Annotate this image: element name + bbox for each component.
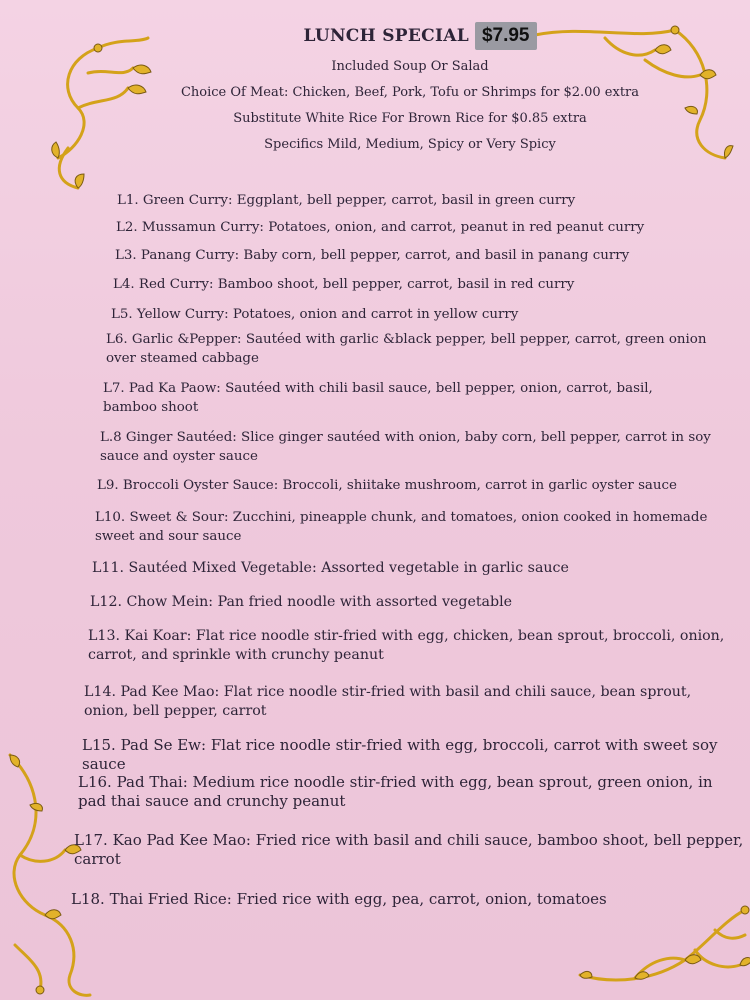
title-row <box>90 22 750 50</box>
header-line-rice: Substitute White Rice For Brown Rice for $0.85 extra <box>233 111 587 126</box>
menu-item-l16: L16. Pad Thai: Medium rice noodle stir-fried with egg, bean sprout, green onion, in pad thai sauce and crunchy peanut <box>78 773 713 810</box>
menu-item-l12: L12. Chow Mein: Pan fried noodle with assorted vegetable <box>90 594 513 610</box>
menu-item-l15: L15. Pad Se Ew: Flat rice noodle stir-fried with egg, broccoli, carrot with sweet soy sauce <box>82 736 718 773</box>
menu-item-l11: L11. Sautéed Mixed Vegetable: Assorted vegetable in garlic sauce <box>92 560 569 576</box>
menu-header <box>0 22 750 158</box>
price-badge: $7.95 <box>475 22 537 50</box>
menu-item-l3: L3. Panang Curry: Baby corn, bell pepper, carrot, and basil in panang curry <box>115 248 630 263</box>
menu-item-l13: L13. Kai Koar: Flat rice noodle stir-fried with egg, chicken, bean sprout, broccoli, onion, carrot, and sprinkle with crunchy peanut <box>88 628 725 663</box>
menu-item-l5: L5. Yellow Curry: Potatoes, onion and carrot in yellow curry <box>111 307 519 322</box>
menu-item-l1: L1. Green Curry: Eggplant, bell pepper, carrot, basil in green curry <box>117 193 576 208</box>
menu-item-l10: L10. Sweet & Sour: Zucchini, pineapple chunk, and tomatoes, onion cooked in homemade sweet and sour sauce <box>95 510 708 544</box>
menu-item-l14: L14. Pad Kee Mao: Flat rice noodle stir-fried with basil and chili sauce, bean sprout, onion, bell pepper, carrot <box>84 684 692 719</box>
menu-item-l18: L18. Thai Fried Rice: Fried rice with egg, pea, carrot, onion, tomatoes <box>71 890 607 908</box>
header-line-spice: Specifics Mild, Medium, Spicy or Very Spicy <box>264 137 556 152</box>
menu-item-l2: L2. Mussamun Curry: Potatoes, onion, and carrot, peanut in red peanut curry <box>116 220 645 235</box>
lunch-special-title: LUNCH SPECIAL <box>303 26 469 46</box>
menu-item-l6: L6. Garlic &Pepper: Sautéed with garlic &black pepper, bell pepper, carrot, green onion over steamed cabbage <box>106 332 707 366</box>
menu-item-l4: L4. Red Curry: Bamboo shoot, bell pepper, carrot, basil in red curry <box>113 277 575 292</box>
menu-item-l7: L7. Pad Ka Paow: Sautéed with chili basil sauce, bell pepper, onion, carrot, basil, bamboo shoot <box>103 381 653 415</box>
menu-item-l8: L.8 Ginger Sautéed: Slice ginger sautéed with onion, baby corn, bell pepper, carrot in soy sauce and oyster sauce <box>100 430 711 464</box>
menu-item-l17: L17. Kao Pad Kee Mao: Fried rice with basil and chili sauce, bamboo shoot, bell pepper, carrot <box>74 831 744 868</box>
menu-item-l9: L9. Broccoli Oyster Sauce: Broccoli, shiitake mushroom, carrot in garlic oyster sauce <box>97 478 677 493</box>
header-line-soup: Included Soup Or Salad <box>331 59 489 74</box>
header-line-meat: Choice Of Meat: Chicken, Beef, Pork, Tofu or Shrimps for $2.00 extra <box>180 85 640 100</box>
